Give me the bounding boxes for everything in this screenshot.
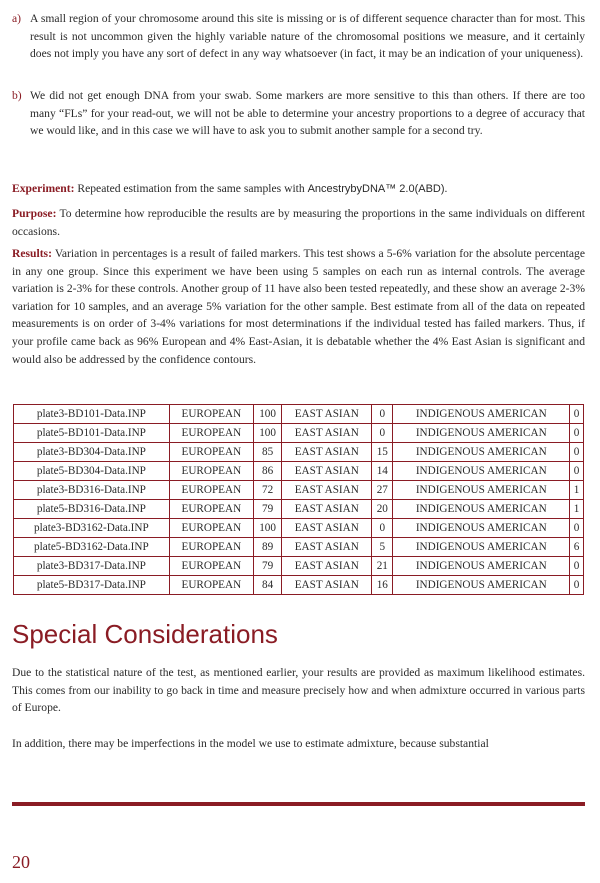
cell-group-2: EAST ASIAN <box>282 500 372 519</box>
cell-value-2: 21 <box>372 557 393 576</box>
cell-value-2: 0 <box>372 424 393 443</box>
section-title: Special Considerations <box>12 619 278 649</box>
table-row <box>14 538 584 557</box>
cell-group-1: EUROPEAN <box>169 538 253 557</box>
cell-group-3: INDIGENOUS AMERICAN <box>393 519 570 538</box>
cell-file: plate3-BD317-Data.INP <box>14 557 170 576</box>
note-b <box>12 87 585 140</box>
table-row <box>14 481 584 500</box>
cell-group-1: EUROPEAN <box>169 443 253 462</box>
list-item <box>12 10 585 63</box>
note-b-text: We did not get enough DNA from your swab. Some markers are more sensitive to this than others. If there are too many “FLs” for your read-out, we will not be able to determine your ancestry proportions to a degree of accuracy that we would like, and in this case we will have to ask you to submit another sample for a second try. <box>30 89 585 138</box>
table-row <box>14 519 584 538</box>
cell-file: plate3-BD304-Data.INP <box>14 443 170 462</box>
table-body <box>14 405 584 595</box>
results-label: Results: <box>12 247 52 260</box>
cell-group-3: INDIGENOUS AMERICAN <box>393 538 570 557</box>
cell-file: plate5-BD101-Data.INP <box>14 424 170 443</box>
cell-group-3: INDIGENOUS AMERICAN <box>393 405 570 424</box>
cell-value-3: 0 <box>570 405 584 424</box>
cell-file: plate3-BD3162-Data.INP <box>14 519 170 538</box>
cell-group-3: INDIGENOUS AMERICAN <box>393 462 570 481</box>
cell-value-1: 79 <box>253 557 281 576</box>
special-paragraph-1: Due to the statistical nature of the test, as mentioned earlier, your results are provided as maximum likelihood estimates. This comes from our inability to go back in time and measure precisely how and when admixture occurred in various parts of Europe. <box>12 666 585 715</box>
cell-file: plate5-BD317-Data.INP <box>14 576 170 595</box>
table-row <box>14 405 584 424</box>
cell-file: plate5-BD316-Data.INP <box>14 500 170 519</box>
list-item <box>12 87 585 140</box>
table-row <box>14 424 584 443</box>
cell-group-2: EAST ASIAN <box>282 424 372 443</box>
footer-rule <box>12 802 585 806</box>
cell-group-2: EAST ASIAN <box>282 462 372 481</box>
cell-value-1: 100 <box>253 424 281 443</box>
cell-file: plate5-BD304-Data.INP <box>14 462 170 481</box>
cell-value-3: 1 <box>570 481 584 500</box>
cell-group-2: EAST ASIAN <box>282 443 372 462</box>
note-a-text: A small region of your chromosome around this site is missing or is of different sequence character than for most. This result is not uncommon given the highly variable nature of the chromosomal positions we measure, and it certainly does not imply you have any sort of defect in any way whatsoever (in fact, it may be an indication of your uniqueness). <box>30 12 585 61</box>
cell-value-3: 0 <box>570 576 584 595</box>
cell-group-2: EAST ASIAN <box>282 519 372 538</box>
special-paragraph-2: In addition, there may be imperfections in the model we use to estimate admixture, because substantial <box>12 737 489 750</box>
cell-group-3: INDIGENOUS AMERICAN <box>393 557 570 576</box>
cell-group-3: INDIGENOUS AMERICAN <box>393 500 570 519</box>
table-row <box>14 557 584 576</box>
experiment-paragraph <box>12 180 585 199</box>
cell-value-1: 85 <box>253 443 281 462</box>
cell-value-2: 20 <box>372 500 393 519</box>
cell-group-1: EUROPEAN <box>169 405 253 424</box>
cell-value-3: 0 <box>570 424 584 443</box>
purpose-text: To determine how reproducible the results are by measuring the proportions in the same individuals on different occasions. <box>12 207 585 238</box>
cell-group-1: EUROPEAN <box>169 557 253 576</box>
ancestry-results-table <box>13 404 584 595</box>
cell-group-1: EUROPEAN <box>169 424 253 443</box>
cell-value-3: 0 <box>570 557 584 576</box>
cell-group-3: INDIGENOUS AMERICAN <box>393 424 570 443</box>
cell-value-2: 0 <box>372 405 393 424</box>
product-name: AncestrybyDNA™ 2.0(ABD) <box>307 183 445 195</box>
table-row <box>14 576 584 595</box>
cell-value-1: 89 <box>253 538 281 557</box>
note-a <box>12 10 585 63</box>
cell-value-2: 0 <box>372 519 393 538</box>
cell-file: plate3-BD316-Data.INP <box>14 481 170 500</box>
cell-value-2: 27 <box>372 481 393 500</box>
cell-value-3: 1 <box>570 500 584 519</box>
table-row <box>14 462 584 481</box>
cell-value-1: 86 <box>253 462 281 481</box>
cell-group-1: EUROPEAN <box>169 462 253 481</box>
cell-group-3: INDIGENOUS AMERICAN <box>393 443 570 462</box>
cell-group-1: EUROPEAN <box>169 500 253 519</box>
cell-file: plate3-BD101-Data.INP <box>14 405 170 424</box>
purpose-label: Purpose: <box>12 207 57 220</box>
experiment-text: Repeated estimation from the same samples with <box>77 182 305 195</box>
table-row <box>14 500 584 519</box>
cell-file: plate5-BD3162-Data.INP <box>14 538 170 557</box>
cell-group-1: EUROPEAN <box>169 481 253 500</box>
cell-group-3: INDIGENOUS AMERICAN <box>393 481 570 500</box>
cell-group-2: EAST ASIAN <box>282 481 372 500</box>
cell-group-1: EUROPEAN <box>169 519 253 538</box>
cell-value-2: 15 <box>372 443 393 462</box>
page-number: 20 <box>12 852 30 872</box>
list-marker: b) <box>12 89 22 102</box>
list-marker: a) <box>12 12 22 25</box>
cell-group-1: EUROPEAN <box>169 576 253 595</box>
cell-value-1: 100 <box>253 519 281 538</box>
cell-value-2: 16 <box>372 576 393 595</box>
cell-group-3: INDIGENOUS AMERICAN <box>393 576 570 595</box>
cell-value-3: 6 <box>570 538 584 557</box>
results-paragraph <box>12 245 585 368</box>
cell-value-3: 0 <box>570 519 584 538</box>
cell-value-1: 72 <box>253 481 281 500</box>
experiment-end: . <box>444 182 448 195</box>
cell-group-2: EAST ASIAN <box>282 538 372 557</box>
experiment-label: Experiment: <box>12 182 75 195</box>
cell-group-2: EAST ASIAN <box>282 405 372 424</box>
cell-group-2: EAST ASIAN <box>282 576 372 595</box>
cell-value-2: 14 <box>372 462 393 481</box>
cell-value-3: 0 <box>570 443 584 462</box>
cell-group-2: EAST ASIAN <box>282 557 372 576</box>
cell-value-2: 5 <box>372 538 393 557</box>
cell-value-3: 0 <box>570 462 584 481</box>
cell-value-1: 79 <box>253 500 281 519</box>
results-text: Variation in percentages is a result of failed markers. This test shows a 5-6% variation for the absolute percentage in any one group. Since this experiment we have been using 5 samples on each run as internal controls. The average variation is 2-3% for these controls. Another group of 11 have also been tested repeatedly, and these show an average 2-3% variation for 10 samples, and an average 5% variation for the other sample. Best estimate from all of the data on repeated measurements is on order of 3-4% variations for most determinations if the individual tested has failed markers. Thus, if your profile came back as 96% European and 4% East-Asian, it is debatable whether the 4% East Asian is significant and would also be addressed by the confidence contours. <box>12 247 585 366</box>
cell-value-1: 84 <box>253 576 281 595</box>
cell-value-1: 100 <box>253 405 281 424</box>
table-row <box>14 443 584 462</box>
purpose-paragraph <box>12 205 585 240</box>
